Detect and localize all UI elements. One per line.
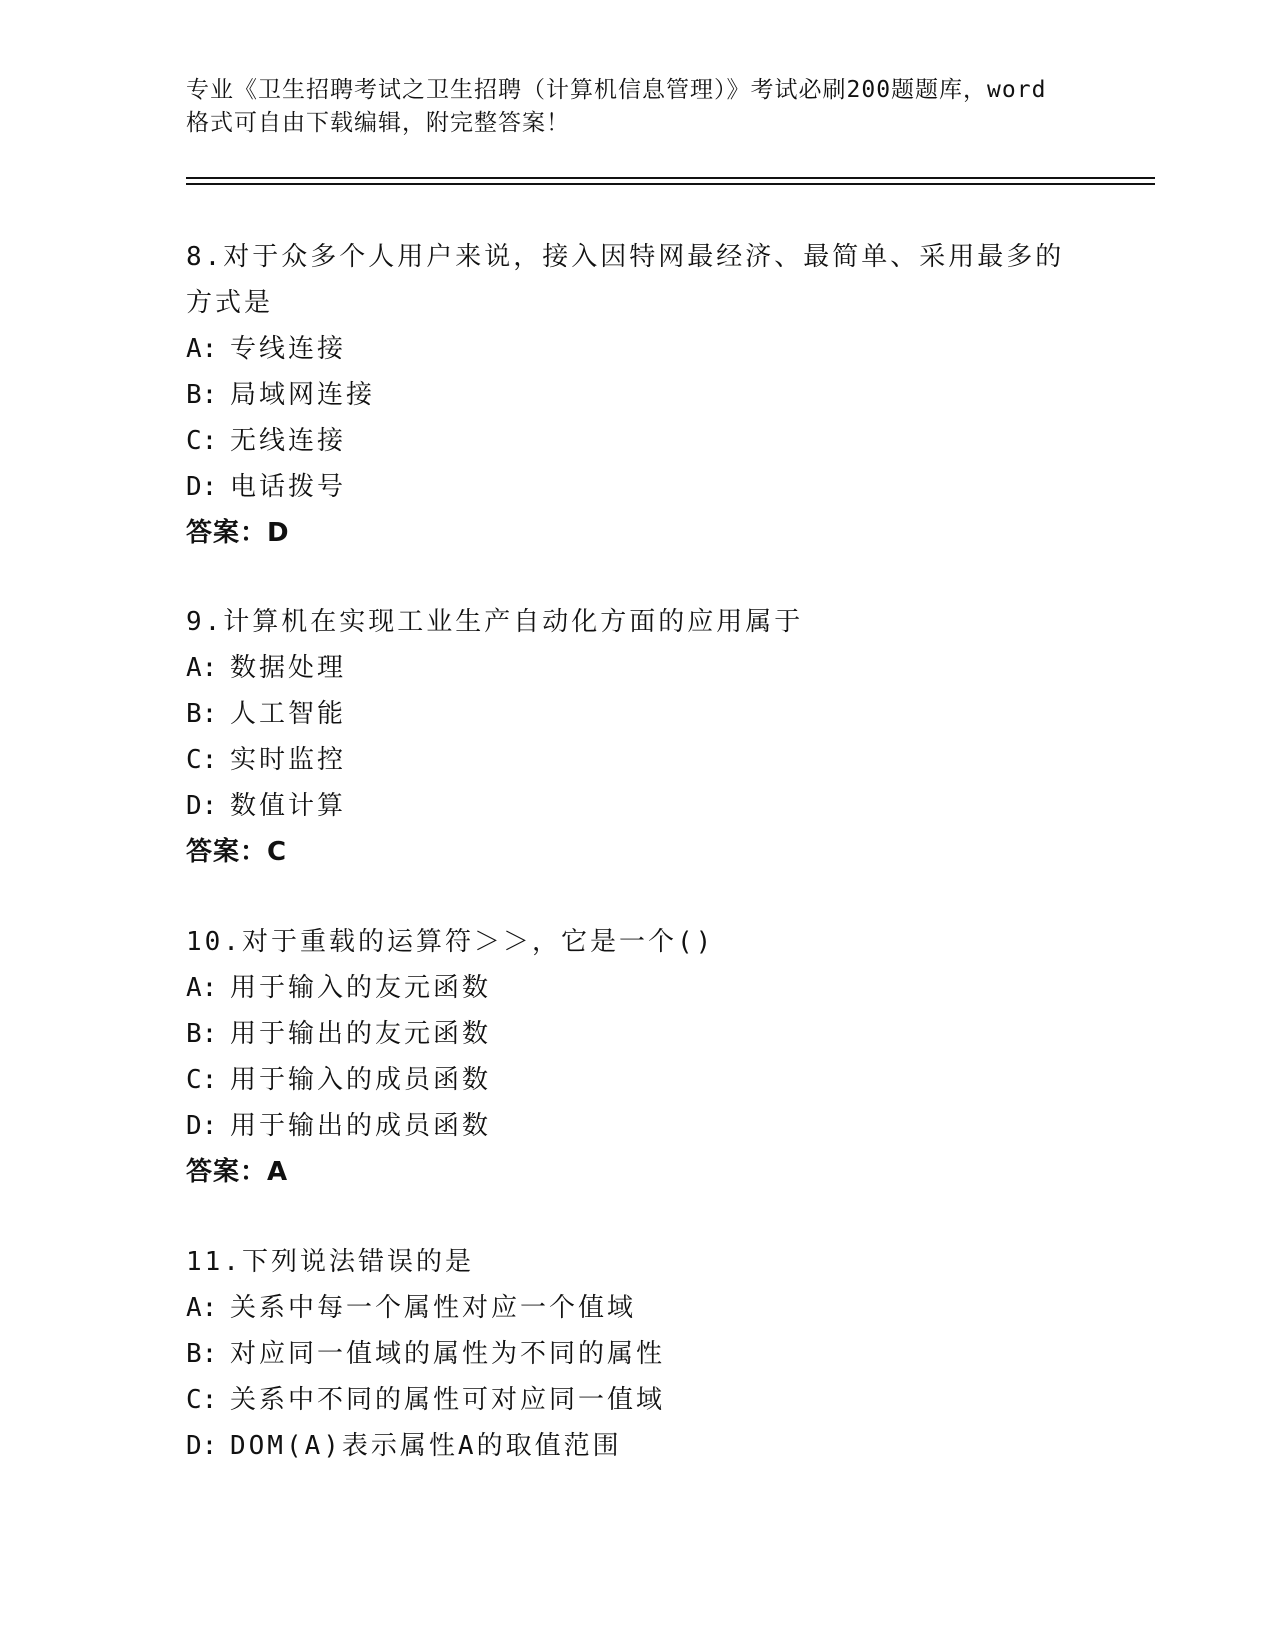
option-text: 对应同一值域的属性为不同的属性	[230, 1339, 666, 1369]
option-a	[186, 965, 1086, 1011]
option-c	[186, 1377, 1086, 1423]
question-11	[186, 1239, 1086, 1469]
option-text: 人工智能	[230, 699, 347, 729]
option-letter: D:	[186, 472, 218, 502]
header-line-1: 专业《卫生招聘考试之卫生招聘（计算机信息管理）》考试必刷200题题库，word	[186, 77, 1047, 103]
option-d	[186, 1423, 1086, 1469]
option-text: 数据处理	[230, 653, 347, 683]
option-letter: D:	[186, 1111, 218, 1141]
option-text: 无线连接	[230, 426, 347, 456]
option-d	[186, 783, 1086, 829]
option-b	[186, 1331, 1086, 1377]
option-b	[186, 691, 1086, 737]
option-text: 专线连接	[230, 334, 347, 364]
option-letter: B:	[186, 699, 218, 729]
document-header	[186, 74, 1086, 140]
option-letter: A:	[186, 1293, 218, 1323]
option-text: 局域网连接	[230, 380, 376, 410]
option-letter: C:	[186, 1385, 218, 1415]
option-b	[186, 372, 1086, 418]
option-text: 关系中每一个属性对应一个值域	[230, 1293, 637, 1323]
option-letter: A:	[186, 653, 218, 683]
option-text: 关系中不同的属性可对应同一值域	[230, 1385, 666, 1415]
option-c	[186, 1057, 1086, 1103]
option-text: 用于输出的友元函数	[230, 1019, 492, 1049]
option-text: 用于输入的友元函数	[230, 973, 492, 1003]
option-text: 用于输入的成员函数	[230, 1065, 492, 1095]
option-letter: C:	[186, 745, 218, 775]
option-letter: A:	[186, 973, 218, 1003]
option-b	[186, 1011, 1086, 1057]
option-letter: B:	[186, 1019, 218, 1049]
option-d	[186, 1103, 1086, 1149]
option-text: 实时监控	[230, 745, 347, 775]
option-a	[186, 326, 1086, 372]
option-letter: B:	[186, 380, 218, 410]
question-stem-continued: 方式是	[186, 288, 274, 318]
question-stem: 9.计算机在实现工业生产自动化方面的应用属于	[186, 607, 804, 637]
option-text: 电话拨号	[230, 472, 347, 502]
option-d	[186, 464, 1086, 510]
answer-line: 答案：A	[186, 1157, 289, 1187]
question-8	[186, 234, 1086, 556]
header-line-2: 格式可自由下载编辑，附完整答案！	[186, 110, 570, 136]
question-stem: 8.对于众多个人用户来说，接入因特网最经济、最简单、采用最多的	[186, 242, 1065, 272]
option-c	[186, 737, 1086, 783]
question-stem: 11.下列说法错误的是	[186, 1247, 474, 1277]
header-divider-bottom	[186, 183, 1155, 185]
question-9	[186, 599, 1086, 875]
header-divider-top	[186, 177, 1155, 179]
option-text: 用于输出的成员函数	[230, 1111, 492, 1141]
question-stem: 10.对于重载的运算符＞＞，它是一个()	[186, 927, 715, 957]
option-letter: C:	[186, 1065, 218, 1095]
option-a	[186, 645, 1086, 691]
option-letter: A:	[186, 334, 218, 364]
option-letter: D:	[186, 791, 218, 821]
question-10	[186, 919, 1086, 1195]
option-letter: C:	[186, 426, 218, 456]
answer-line: 答案：D	[186, 518, 290, 548]
option-text: DOM(A)表示属性A的取值范围	[230, 1431, 622, 1461]
option-text: 数值计算	[230, 791, 347, 821]
option-a	[186, 1285, 1086, 1331]
answer-line: 答案：C	[186, 837, 288, 867]
option-c	[186, 418, 1086, 464]
option-letter: D:	[186, 1431, 218, 1461]
option-letter: B:	[186, 1339, 218, 1369]
